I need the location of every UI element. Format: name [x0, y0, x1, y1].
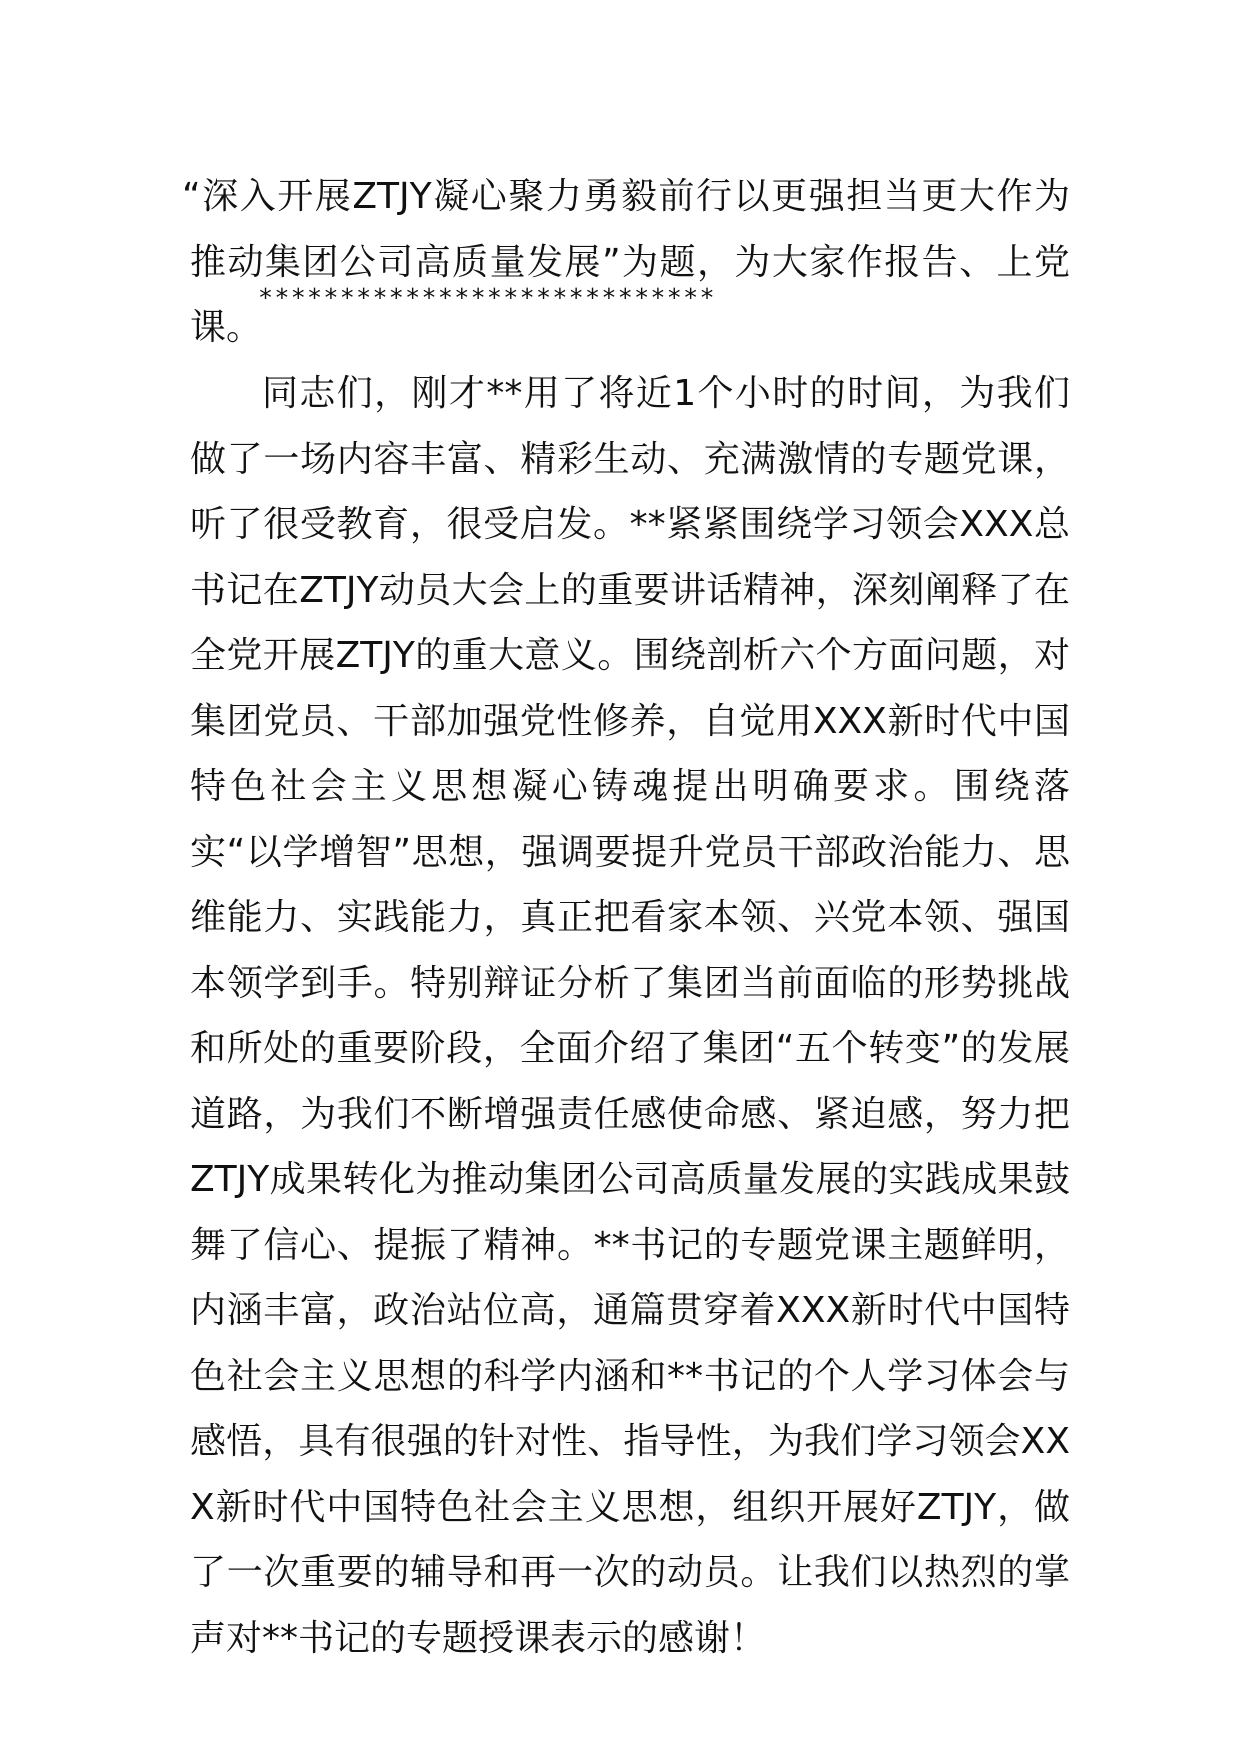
- body-paragraph: 同志们，刚才**用了将近1个小时的时间，为我们做了一场内容丰富、精彩生动、充满激情的专题党课，听了很受教育，很受启发。**紧紧围绕学习领会XXX总书记在ZTJY动员大会上的重要讲话精神，深刻阐释了在全党开展ZTJY的重大意义。围绕剖析六个方面问题，对集团党员、干部加强党性修养，自觉用XXX新时代中国特色社会主义思想凝心铸魂提出明确要求。围绕落实“以学增智”思想，强调要提升党员干部政治能力、思维能力、实践能力，真正把看家本领、兴党本领、强国本领学到手。特别辩证分析了集团当前面临的形势挑战和所处的重要阶段，全面介绍了集团“五个转变”的发展道路，为我们不断增强责任感使命感、紧迫感，努力把ZTJY成果转化为推动集团公司高质量发展的实践成果鼓舞了信心、提振了精神。**书记的专题党课主题鲜明，内涵丰富，政治站位高，通篇贯穿着XXX新时代中国特色社会主义思想的科学内涵和**书记的个人学习体会与感悟，具有很强的针对性、指导性，为我们学习领会XXX新时代中国特色社会主义思想，组织开展好ZTJY，做了一次重要的辅导和再一次的动员。让我们以热烈的掌声对**书记的专题授课表示的感谢！: [190, 373, 1070, 1659]
- section-separator: ****************************: [258, 283, 716, 312]
- intro-paragraph: “深入开展ZTJY凝心聚力勇毅前行以更强担当更大作为推动集团公司高质量发展”为题，为大家作报告、上党课。: [182, 176, 1070, 348]
